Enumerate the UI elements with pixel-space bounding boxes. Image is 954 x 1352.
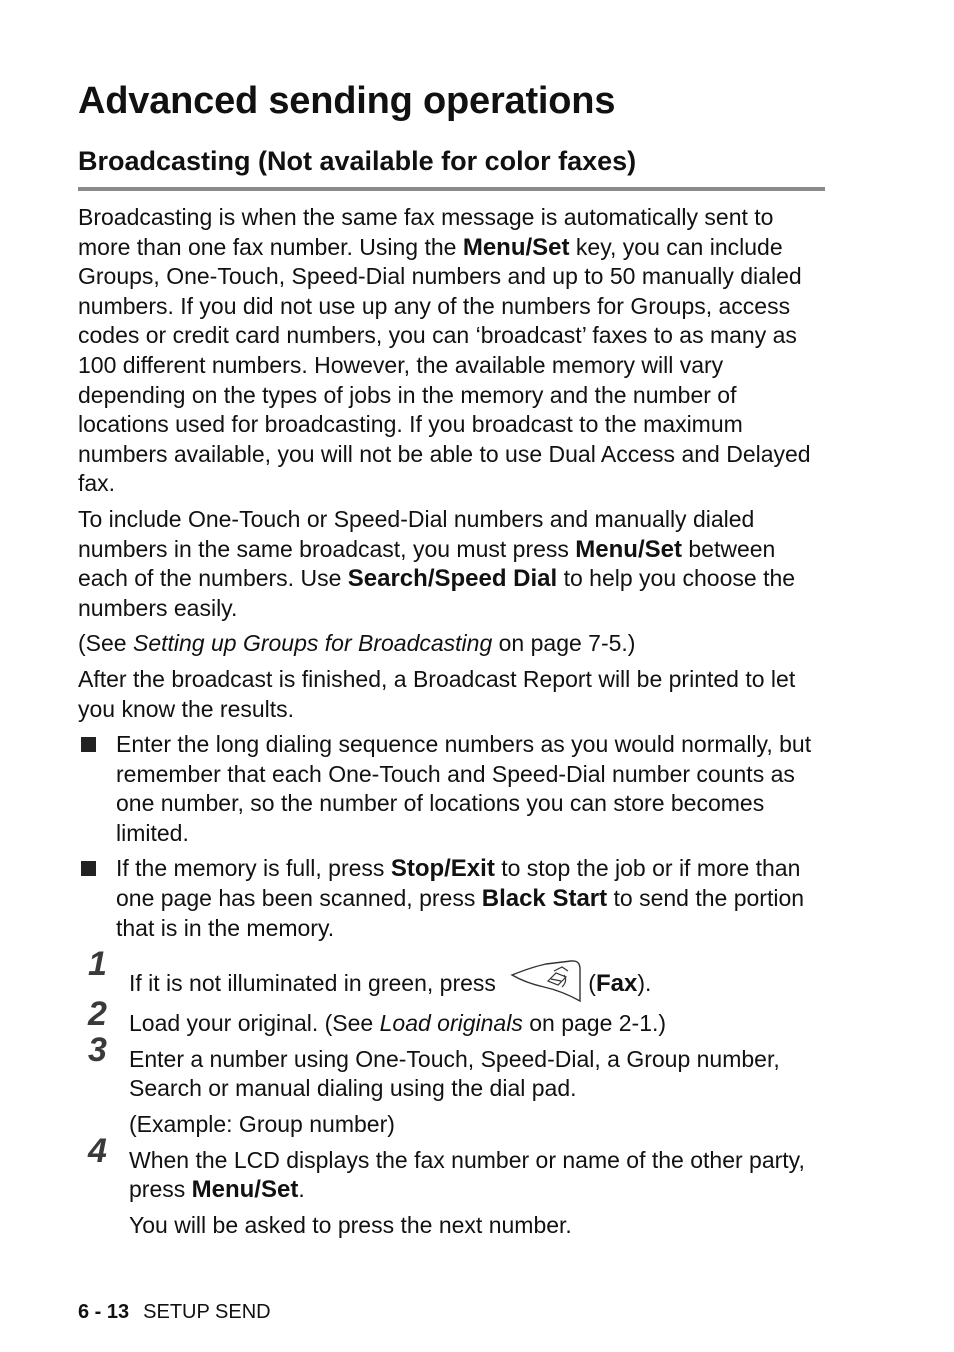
key-fax: Fax bbox=[595, 970, 638, 998]
text: (See bbox=[78, 630, 133, 657]
key-black-start: Black Start bbox=[481, 885, 608, 913]
text: to send the portion that is in the memory. bbox=[116, 885, 805, 941]
step-number: 2 bbox=[88, 995, 107, 1034]
text: on page 2-1.) bbox=[522, 1010, 667, 1037]
step-1 bbox=[78, 945, 828, 1003]
text: . bbox=[298, 1176, 305, 1203]
key-stop-exit: Stop/Exit bbox=[390, 855, 495, 883]
text: When the LCD displays the fax number or name of the other party, press bbox=[129, 1146, 805, 1203]
paragraph-report: After the broadcast is finished, a Broadcast Report will be printed to let you know the results. bbox=[78, 665, 796, 722]
bullet-item bbox=[78, 854, 828, 943]
text: Enter the long dialing sequence numbers as you would normally, but remember that each One-Touch and Speed-Dial number counts as one number, so the number of locations you can store becomes limited. bbox=[116, 731, 812, 846]
section-divider bbox=[78, 187, 825, 191]
step-number: 3 bbox=[88, 1030, 107, 1069]
key-search-speed-dial: Search/Speed Dial bbox=[347, 565, 558, 593]
key-menu-set: Menu/Set bbox=[575, 535, 682, 563]
page-number: 6 - 13 bbox=[78, 1301, 130, 1323]
text: on page 7-5.) bbox=[492, 630, 636, 657]
paragraph-include bbox=[78, 505, 828, 623]
step-number: 1 bbox=[88, 945, 107, 984]
step-2 bbox=[78, 995, 828, 1039]
section-title: Broadcasting (Not available for color faxes) bbox=[78, 146, 637, 176]
key-menu-set: Menu/Set bbox=[191, 1176, 299, 1204]
text: key, you can include Groups, One-Touch, Speed-Dial numbers and up to 50 manually dialed numbers. If you did not use up any of the numbers for Groups, access codes or credit card numbers, you can ‘broadcast’ faxes to as many as 100 different numbers. However, the available memory will vary depending on the types of jobs in the memory and the number of locations used for broadcasting. If you broadcast to the maximum numbers available, you will not be able to use Dual Access and Delayed fax. bbox=[78, 233, 811, 497]
text: ). bbox=[637, 970, 652, 997]
bullet-square-icon bbox=[81, 737, 96, 752]
text: Broadcasting is when the same fax message is automatically sent to more than one fax number. Using the bbox=[78, 204, 774, 260]
page-footer bbox=[78, 1301, 271, 1324]
cross-reference: Load originals bbox=[379, 1010, 523, 1037]
bullet-square-icon bbox=[81, 861, 96, 876]
page-title: Advanced sending operations bbox=[78, 80, 616, 122]
step-4-note: You will be asked to press the next number. bbox=[129, 1211, 572, 1238]
text: to stop the job or if more than one page has been scanned, press bbox=[116, 855, 801, 912]
cross-reference: Setting up Groups for Broadcasting bbox=[132, 630, 493, 657]
step-3 bbox=[78, 1030, 828, 1104]
paragraph-intro bbox=[78, 203, 828, 499]
fax-key-icon bbox=[510, 959, 582, 1003]
text: between each of the numbers. Use bbox=[78, 535, 776, 592]
step-number: 4 bbox=[88, 1131, 107, 1170]
text: to help you choose the numbers easily. bbox=[78, 565, 796, 621]
step-3-note: (Example: Group number) bbox=[129, 1111, 395, 1138]
text: Load your original. (See bbox=[129, 1010, 380, 1037]
bullet-item bbox=[78, 730, 828, 848]
text: To include One-Touch or Speed-Dial numbers and manually dialed numbers in the same broadcast, you must press bbox=[78, 505, 755, 562]
text: Enter a number using One-Touch, Speed-Dial, a Group number, Search or manual dialing using the dial pad. bbox=[129, 1045, 780, 1102]
step-4 bbox=[78, 1131, 828, 1205]
body-text bbox=[78, 203, 828, 1246]
chapter-name: SETUP SEND bbox=[143, 1301, 271, 1323]
text: If it is not illuminated in green, press bbox=[129, 970, 503, 997]
key-menu-set: Menu/Set bbox=[462, 233, 570, 261]
paragraph-see-also bbox=[78, 629, 828, 659]
text: ( bbox=[588, 970, 596, 997]
text: If the memory is full, press bbox=[116, 855, 391, 882]
